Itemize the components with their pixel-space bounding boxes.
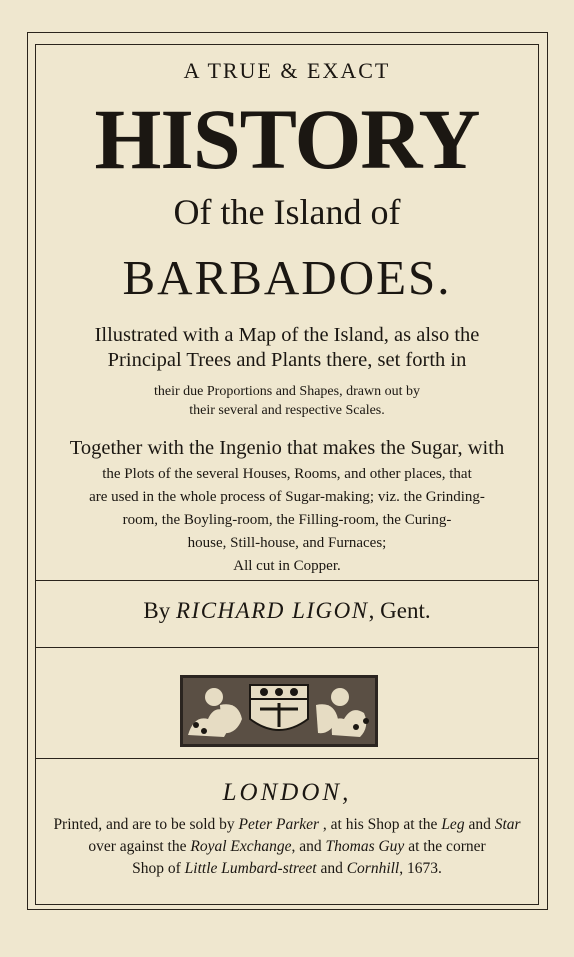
imprint-city: LONDON, [222,779,352,806]
byline-suffix: , Gent. [368,598,431,623]
imprint-line-2 [36,836,538,858]
imprint-line-3 [36,858,538,880]
imprint-text: , at his Shop at the [319,816,442,833]
shop-sign-leg: Leg [441,816,465,833]
imprint-text: at the corner [404,838,486,855]
cherub-crest-ornament-icon [180,675,378,747]
together-line-5: house, Still-house, and Furnaces; [187,535,387,551]
byline-prefix: By [143,598,171,623]
imprint-text: , and [291,838,326,855]
shop-sign-star: Star [494,816,521,833]
cornhill: Cornhill [346,860,400,877]
together-line-4: room, the Boyling-room, the Filling-room, the Curing- [122,512,452,528]
imprint-text: Printed, and are to be sold by [53,816,239,833]
imprint-text: over against the [88,838,191,855]
together-line-1: Together with the Ingenio that makes the Sugar, with [69,437,505,459]
imprint-text: and [316,860,347,877]
imprint-text: Shop of [132,860,185,877]
together-line-6: All cut in Copper. [233,558,341,574]
description-line-2: Principal Trees and Plants there, set forth in [107,349,467,371]
divider-rule-3 [36,758,538,759]
description-line-4: their several and respective Scales. [189,403,385,418]
imprint-date: , 1673. [399,860,442,877]
imprint-line-1 [36,814,538,836]
place-title: BARBADOES. [122,250,452,305]
printer-name: Peter Parker [238,816,320,833]
main-title: HISTORY [94,91,480,187]
description-line-3: their due Proportions and Shapes, drawn out by [154,384,420,399]
bookseller-name: Thomas Guy [325,838,405,855]
royal-exchange: Royal Exchange [190,838,292,855]
description-line-1: Illustrated with a Map of the Island, as also the [94,324,480,346]
pretitle: A TRUE & EXACT [183,58,391,83]
divider-rule-1 [36,580,538,581]
together-line-2: the Plots of the several Houses, Rooms, and other places, that [102,466,472,482]
imprint-text: and [464,816,495,833]
divider-rule-2 [36,647,538,648]
of-line: Of the Island of [173,192,401,232]
street-name: Little Lumbard-street [184,860,317,877]
author-name: RICHARD LIGON [175,598,369,623]
together-line-3: are used in the whole process of Sugar-making; viz. the Grinding- [89,489,485,505]
byline [36,598,538,624]
